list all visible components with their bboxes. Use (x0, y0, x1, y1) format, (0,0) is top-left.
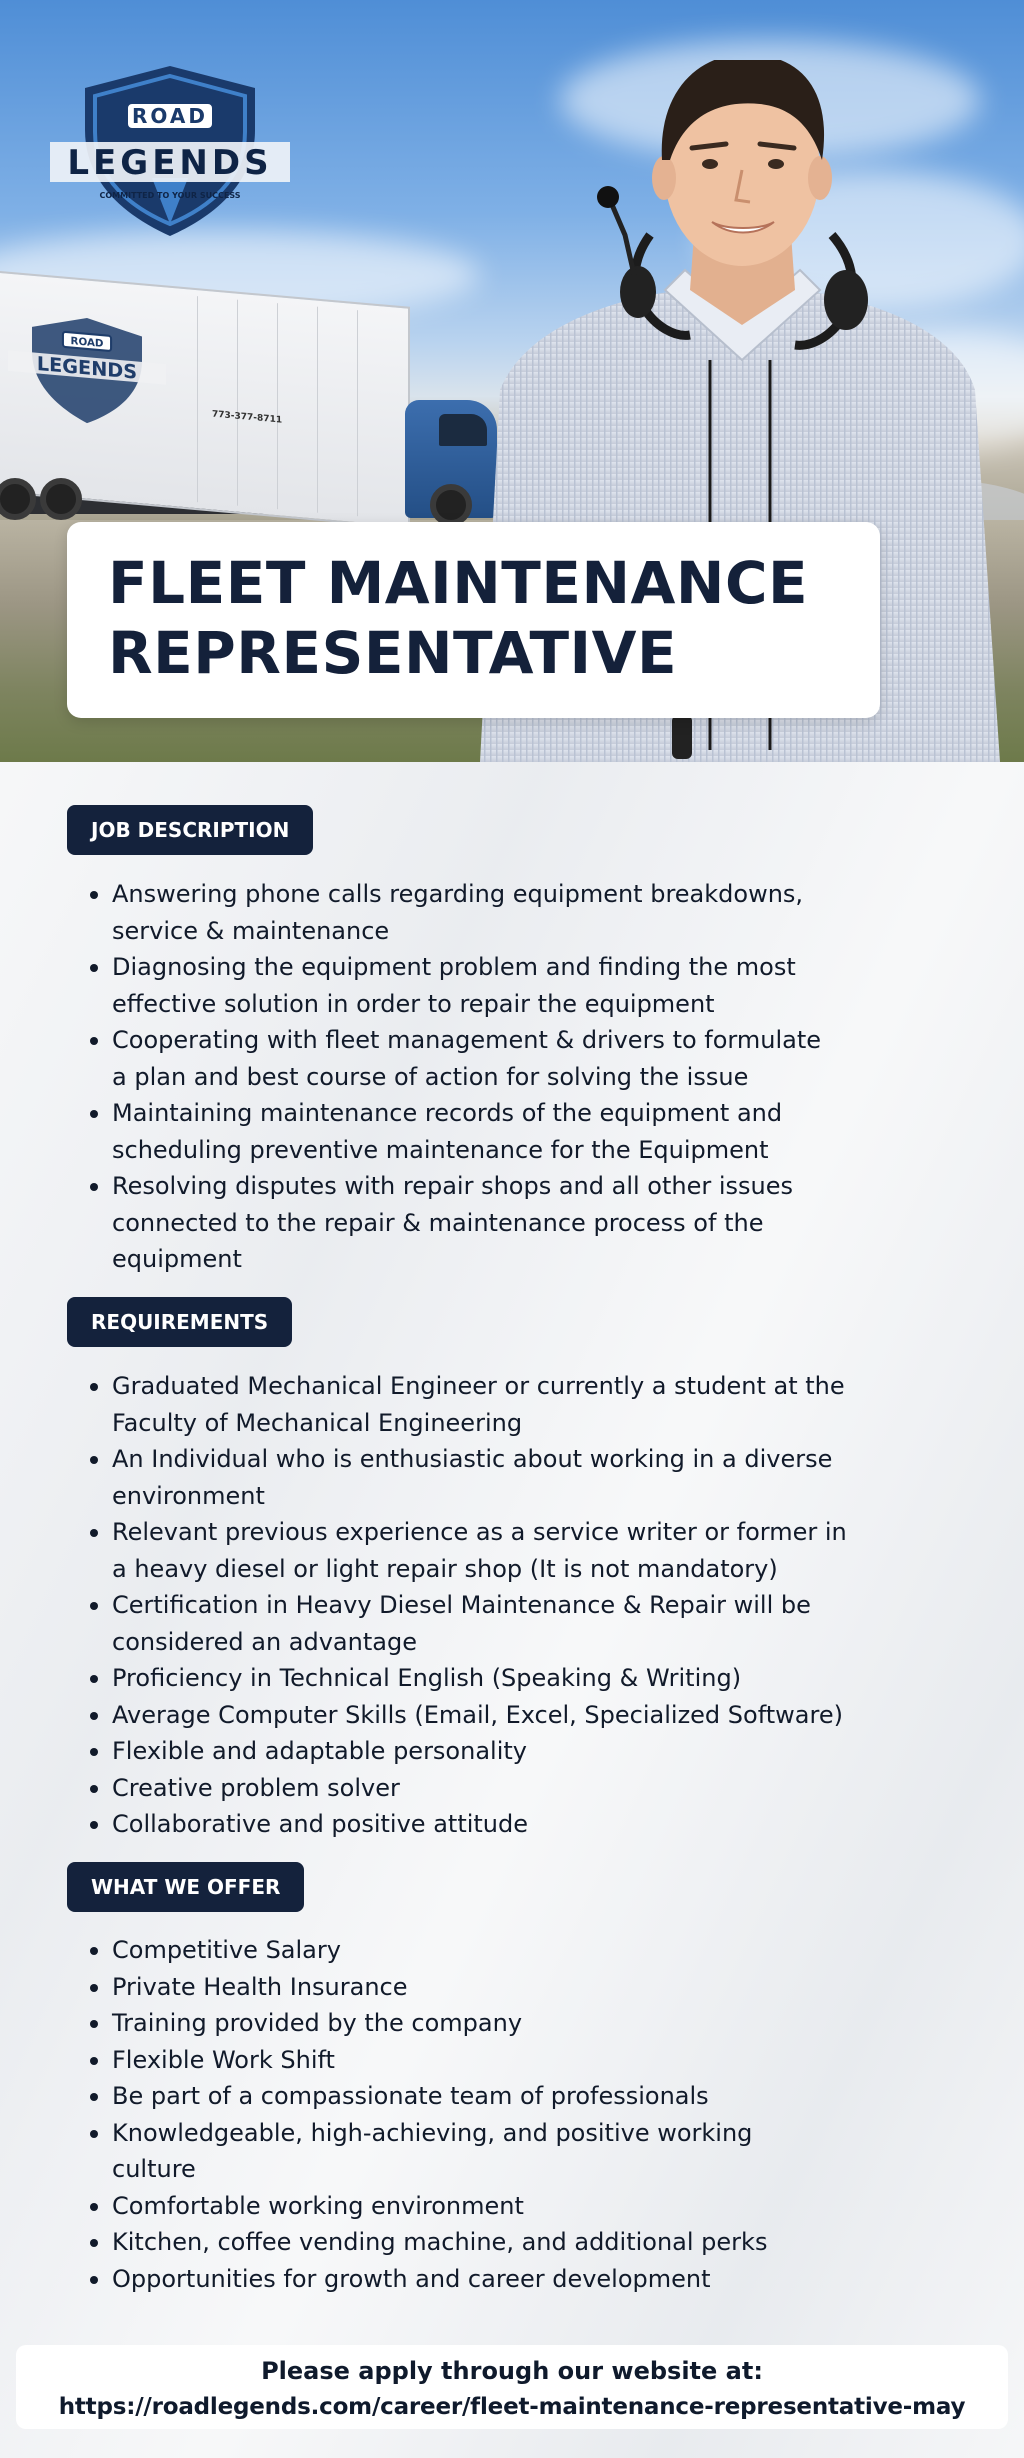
job-description-list (90, 876, 990, 1278)
list-item: Graduated Mechanical Engineer or currently a student at the Faculty of Mechanical Engineering (90, 1368, 990, 1441)
logo-tagline-text: COMMITTED TO YOUR SUCCESS (99, 191, 241, 200)
list-item: Competitive Salary (90, 1932, 990, 1969)
what-we-offer-heading: WHAT WE OFFER (67, 1862, 304, 1912)
trailer-logo (2, 307, 172, 432)
list-item: Proficiency in Technical English (Speaking & Writing) (90, 1660, 990, 1697)
trailer-phone: 773-377-8711 (212, 409, 283, 426)
list-item: Diagnosing the equipment problem and finding the most effective solution in order to repair the equipment (90, 949, 990, 1022)
hero-banner (0, 0, 1024, 762)
what-we-offer-list (90, 1932, 990, 2297)
list-item: Answering phone calls regarding equipment breakdowns, service & maintenance (90, 876, 990, 949)
list-item: Opportunities for growth and career development (90, 2261, 990, 2298)
list-item: Relevant previous experience as a service writer or former in a heavy diesel or light repair shop (It is not mandatory) (90, 1514, 990, 1587)
list-item: Be part of a compassionate team of professionals (90, 2078, 990, 2115)
list-item: Cooperating with fleet management & drivers to formulate a plan and best course of action for solving the issue (90, 1022, 990, 1095)
list-item: Training provided by the company (90, 2005, 990, 2042)
job-title-card (67, 522, 880, 718)
list-item: An Individual who is enthusiastic about working in a diverse environment (90, 1441, 990, 1514)
list-item: Knowledgeable, high-achieving, and positive working culture (90, 2115, 990, 2188)
list-item: Creative problem solver (90, 1770, 990, 1807)
trailer-logo-top-text: ROAD (70, 335, 104, 350)
apply-url-link[interactable]: https://roadlegends.com/career/fleet-maintenance-representative-may (58, 2394, 966, 2420)
job-title-line-1: FLEET MAINTENANCE (108, 549, 809, 617)
list-item: Average Computer Skills (Email, Excel, Specialized Software) (90, 1697, 990, 1734)
logo-road-text: ROAD (132, 104, 208, 128)
list-item: Private Health Insurance (90, 1969, 990, 2006)
requirements-heading: REQUIREMENTS (67, 1297, 292, 1347)
list-item: Kitchen, coffee vending machine, and additional perks (90, 2224, 990, 2261)
list-item: Flexible Work Shift (90, 2042, 990, 2079)
apply-instruction: Please apply through our website at: (261, 2357, 763, 2385)
logo-legends-text: LEGENDS (67, 143, 273, 183)
list-item: Flexible and adaptable personality (90, 1733, 990, 1770)
list-item: Certification in Heavy Diesel Maintenance & Repair will be considered an advantage (90, 1587, 990, 1660)
job-title-line-2: REPRESENTATIVE (108, 619, 678, 687)
list-item: Maintaining maintenance records of the equipment and scheduling preventive maintenance for the Equipment (90, 1095, 990, 1168)
road-legends-logo (50, 58, 290, 238)
trailer-logo-main-text: LEGENDS (36, 352, 138, 384)
job-description-heading: JOB DESCRIPTION (67, 805, 313, 855)
list-item: Collaborative and positive attitude (90, 1806, 990, 1843)
requirements-list (90, 1368, 990, 1843)
list-item: Resolving disputes with repair shops and all other issues connected to the repair & maintenance process of the equipment (90, 1168, 990, 1278)
list-item: Comfortable working environment (90, 2188, 990, 2225)
apply-callout (16, 2345, 1008, 2429)
